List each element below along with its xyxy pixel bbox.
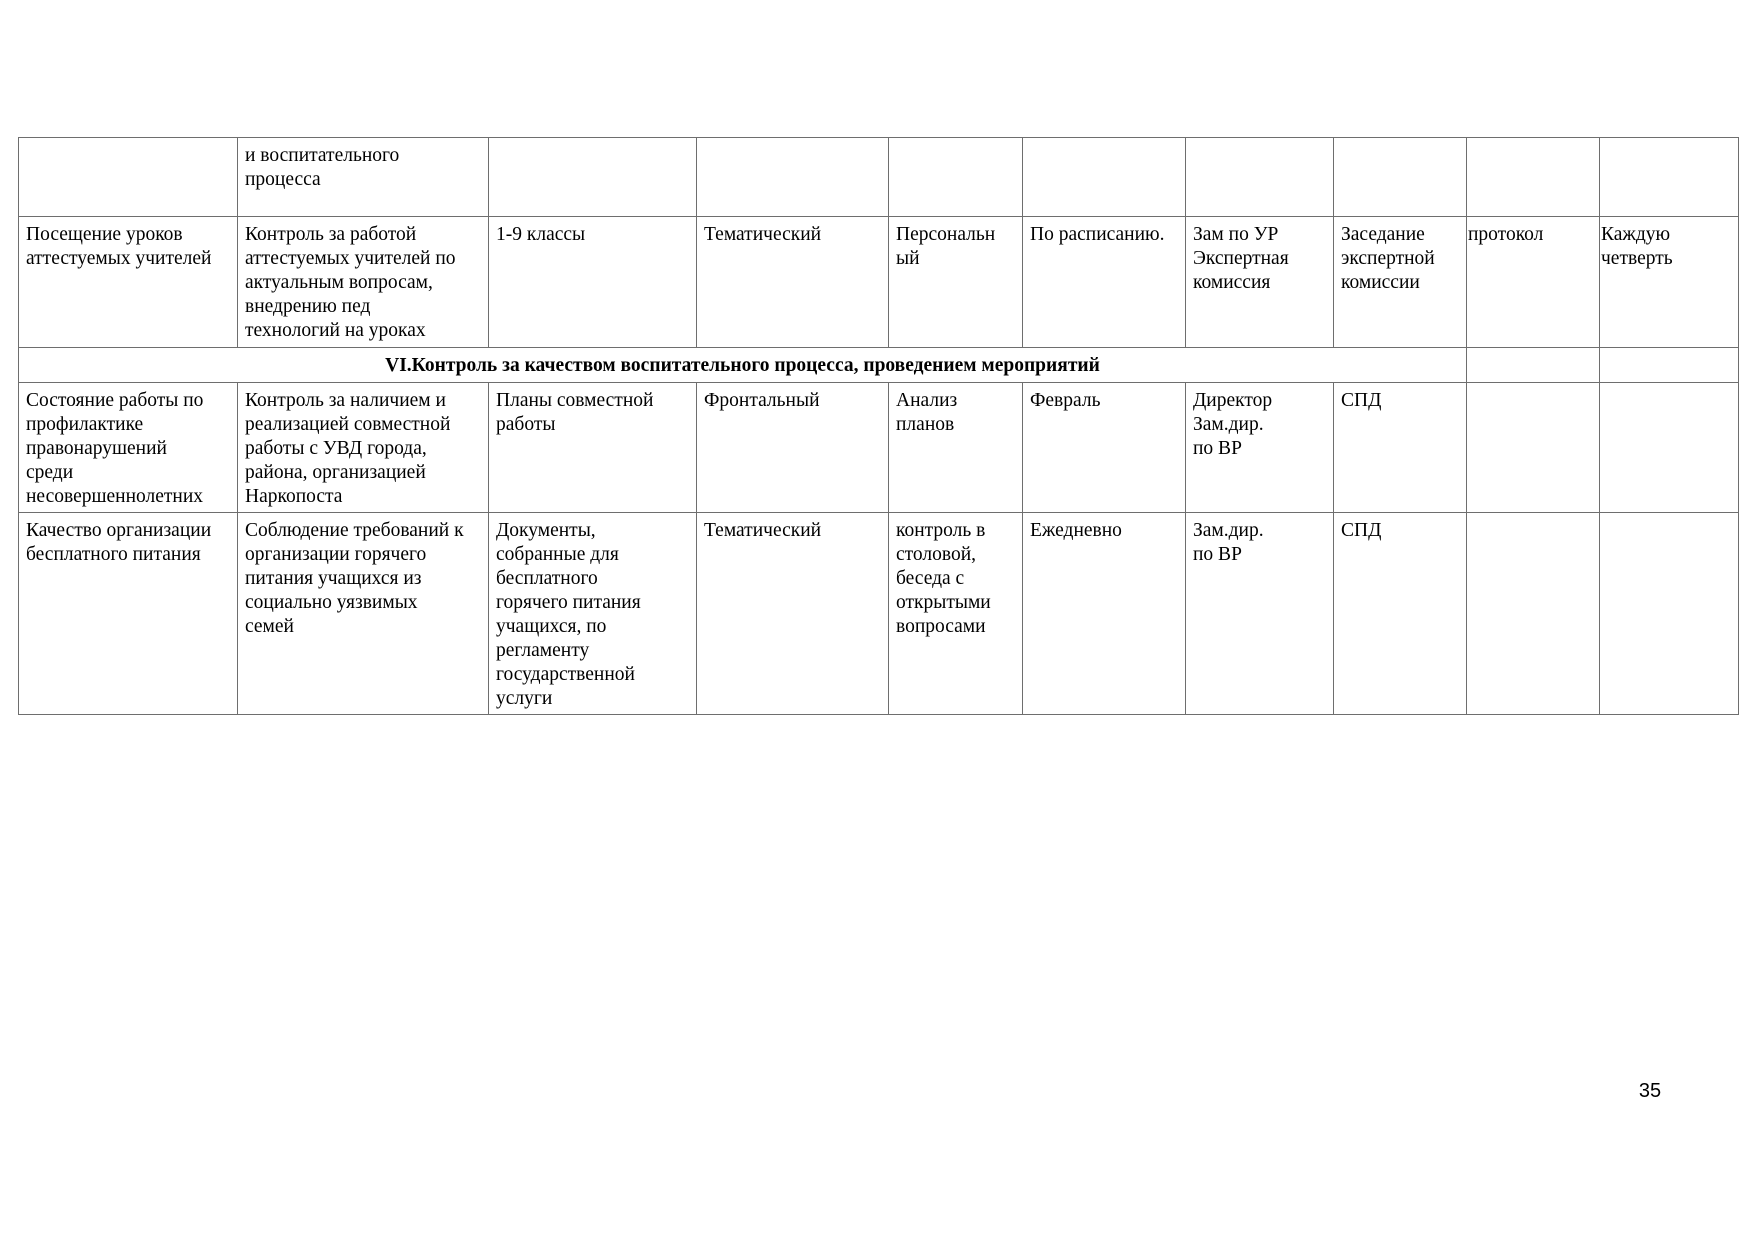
cell-control-type: Тематический	[697, 513, 889, 715]
cell-period	[1600, 513, 1739, 715]
cell-control-type	[697, 138, 889, 217]
cell-goal: Контроль за наличием и реализацией совместной работы с УВД города, района, организацией Наркопоста	[238, 383, 489, 513]
control-plan-table	[18, 137, 1739, 715]
cell-subject: Качество организации бесплатного питания	[19, 513, 238, 715]
section-header-row	[19, 348, 1739, 383]
cell-period	[1600, 138, 1739, 217]
cell-timing	[1023, 138, 1186, 217]
cell-goal: Контроль за работой аттестуемых учителей по актуальным вопросам, внедрению пед технологий на уроках	[238, 217, 489, 348]
section-title: VI.Контроль за качеством воспитательного процесса, проведением мероприятий	[19, 348, 1467, 383]
cell-control-type: Тематический	[697, 217, 889, 348]
cell-subject: Посещение уроков аттестуемых учителей	[19, 217, 238, 348]
cell-responsible: Зам по УР Экспертная комиссия	[1186, 217, 1334, 348]
cell-result	[1467, 138, 1600, 217]
table-row	[19, 138, 1739, 217]
cell-result	[1467, 348, 1600, 383]
table-row	[19, 383, 1739, 513]
cell-subject	[19, 138, 238, 217]
cell-result: протокол	[1467, 217, 1600, 348]
page-number: 35	[1638, 1080, 1662, 1102]
cell-goal: Соблюдение требований к организации горячего питания учащихся из социально уязвимых семей	[238, 513, 489, 715]
cell-responsible: Директор Зам.дир. по ВР	[1186, 383, 1334, 513]
cell-timing: Февраль	[1023, 383, 1186, 513]
table-row	[19, 513, 1739, 715]
cell-timing: По расписанию.	[1023, 217, 1186, 348]
cell-review-place: СПД	[1334, 383, 1467, 513]
table-row	[19, 217, 1739, 348]
cell-result	[1467, 513, 1600, 715]
cell-control-form: контроль в столовой, беседа с открытыми вопросами	[889, 513, 1023, 715]
cell-review-place: СПД	[1334, 513, 1467, 715]
cell-object: 1-9 классы	[489, 217, 697, 348]
cell-object	[489, 138, 697, 217]
cell-period	[1600, 348, 1739, 383]
cell-period: Каждую четверть	[1600, 217, 1739, 348]
cell-control-form: Персональн ый	[889, 217, 1023, 348]
cell-control-form: Анализ планов	[889, 383, 1023, 513]
cell-timing: Ежедневно	[1023, 513, 1186, 715]
cell-object: Планы совместной работы	[489, 383, 697, 513]
cell-review-place	[1334, 138, 1467, 217]
cell-result	[1467, 383, 1600, 513]
cell-object: Документы, собранные для бесплатного горячего питания учащихся, по регламенту государственной услуги	[489, 513, 697, 715]
cell-subject: Состояние работы по профилактике правонарушений среди несовершеннолетних	[19, 383, 238, 513]
cell-period	[1600, 383, 1739, 513]
cell-control-type: Фронтальный	[697, 383, 889, 513]
cell-goal: и воспитательного процесса	[238, 138, 489, 217]
cell-review-place: Заседание экспертной комиссии	[1334, 217, 1467, 348]
cell-responsible	[1186, 138, 1334, 217]
cell-responsible: Зам.дир. по ВР	[1186, 513, 1334, 715]
cell-control-form	[889, 138, 1023, 217]
